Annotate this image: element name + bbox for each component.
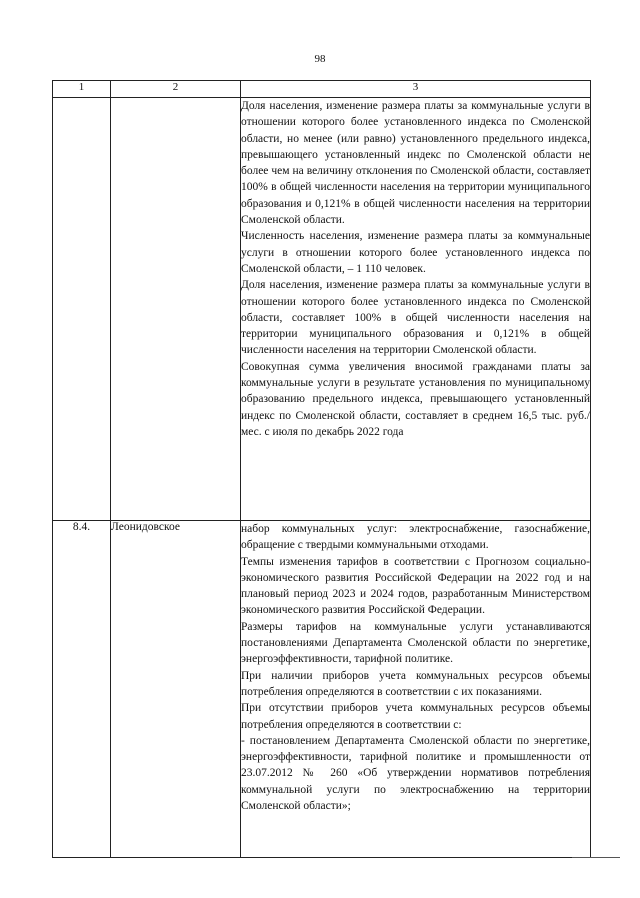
table-header-row — [53, 81, 591, 98]
municipality-name: Леонидовское — [111, 521, 241, 858]
paragraph: Доля населения, изменение размера платы за коммунальные услуги в отношении которого более установленного индекса по Смоленской области, составляет 100% в общей численности населения на территории муниципального образования и 0,121% в общей численности населения на территории Смоленской области. — [241, 279, 590, 357]
column-header-3: 3 — [241, 81, 591, 98]
paragraph: При наличии приборов учета коммунальных ресурсов объемы потребления определяются в соответствии с их показаниями. — [241, 669, 590, 698]
paragraph: При отсутствии приборов учета коммунальных ресурсов объемы потребления определяются в соответствии с: — [241, 702, 590, 731]
paragraph: Доля населения, изменение размера платы за коммунальные услуги в отношении которого более установленного индекса по Смоленской области, но менее (или равно) установленного предельного индекса, превышающего установленный индекс по Смоленской области не более чем на величину отклонения по Смоленской области, составляет 100% в общей численности населения на территории муниципального образования и 0,121% в общей численности населения на территории Смоленской области. — [241, 100, 590, 227]
paragraph: - постановлением Департамента Смоленской области по энергетике, энергоэффективности, тарифной политике и промышленности от 23.07.2012 № 260 «Об утверждении нормативов потребления коммунальной услуги по электроснабжению на территории Смоленской области»; — [241, 734, 590, 813]
column-header-1: 1 — [53, 81, 111, 98]
page-number: 98 — [314, 53, 326, 65]
paragraph: Совокупная сумма увеличения вносимой гражданами платы за коммунальные услуги в результате установления по муниципальному образованию предельного индекса, превышающего установленный индекс по Смоленской области, составляет в среднем 16,5 тыс. руб./мес. с июля по декабрь 2022 года — [241, 360, 590, 438]
footer-mark-line — [572, 857, 620, 858]
table-row — [53, 98, 591, 521]
column-header-2: 2 — [111, 81, 241, 98]
paragraph: Численность населения, изменение размера платы за коммунальные услуги в отношении которого более установленного индекса по Смоленской области, – 1 110 человек. — [241, 230, 590, 275]
row-description — [241, 521, 591, 858]
document-table — [52, 80, 591, 858]
paragraph: набор коммунальных услуг: электроснабжение, газоснабжение, обращение с твердыми коммунальными отходами. — [241, 523, 590, 552]
table-row — [53, 521, 591, 858]
municipality-name — [111, 98, 241, 521]
paragraph: Размеры тарифов на коммунальные услуги устанавливаются постановлениями Департамента Смоленской области по энергетике, энергоэффективности, тарифной политике. — [241, 620, 590, 666]
row-description — [241, 98, 591, 521]
row-number — [53, 98, 111, 521]
paragraph: Темпы изменения тарифов в соответствии с Прогнозом социально-экономического развития Российской Федерации на 2022 год и на плановый период 2023 и 2024 годов, разработанным Министерством экономического развития Российской Федерации. — [241, 555, 590, 617]
row-number: 8.4. — [53, 521, 111, 858]
